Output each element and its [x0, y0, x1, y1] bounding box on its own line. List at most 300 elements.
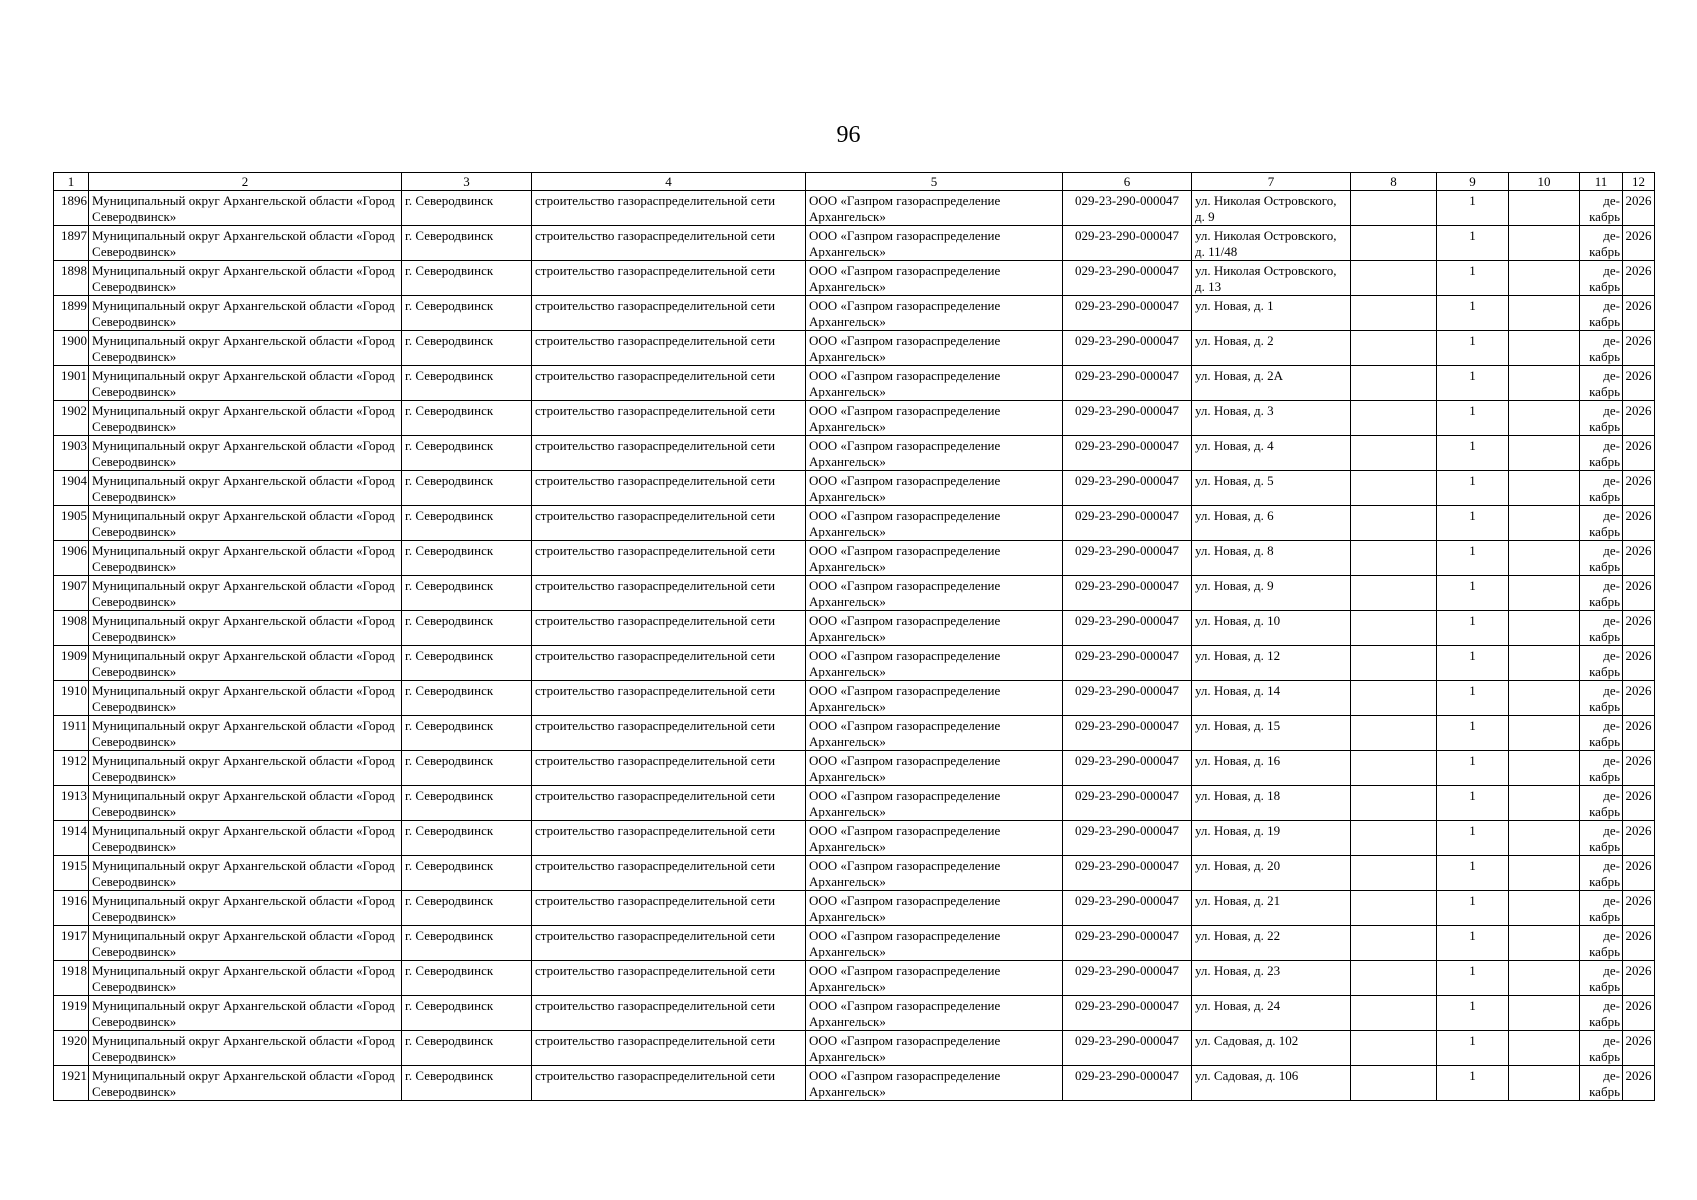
- work-type-cell: строительство газораспределительной сети: [532, 926, 806, 961]
- organization-cell: ООО «Газпром газораспределение Архангельск»: [806, 996, 1063, 1031]
- month-cell: де- кабрь: [1580, 821, 1623, 856]
- owner-cell: Муниципальный округ Архангельской области «Город Северодвинск»: [89, 366, 402, 401]
- city-cell: г. Северодвинск: [402, 506, 532, 541]
- city-cell: г. Северодвинск: [402, 646, 532, 681]
- owner-cell: Муниципальный округ Архангельской области «Город Северодвинск»: [89, 541, 402, 576]
- column-10-cell: [1509, 716, 1580, 751]
- month-cell: де- кабрь: [1580, 191, 1623, 226]
- row-number: 1914: [54, 821, 89, 856]
- organization-cell: ООО «Газпром газораспределение Архангельск»: [806, 891, 1063, 926]
- program-code-cell: 029-23-290-000047: [1063, 751, 1192, 786]
- column-8-cell: [1351, 576, 1437, 611]
- year-cell: 2026: [1623, 191, 1655, 226]
- city-cell: г. Северодвинск: [402, 576, 532, 611]
- row-number: 1899: [54, 296, 89, 331]
- table-row: [54, 366, 1655, 401]
- program-code-cell: 029-23-290-000047: [1063, 996, 1192, 1031]
- column-8-cell: [1351, 1031, 1437, 1066]
- city-cell: г. Северодвинск: [402, 296, 532, 331]
- organization-cell: ООО «Газпром газораспределение Архангельск»: [806, 506, 1063, 541]
- header-cell-8: 8: [1351, 173, 1437, 191]
- work-type-cell: строительство газораспределительной сети: [532, 751, 806, 786]
- city-cell: г. Северодвинск: [402, 331, 532, 366]
- row-number: 1919: [54, 996, 89, 1031]
- organization-cell: ООО «Газпром газораспределение Архангельск»: [806, 576, 1063, 611]
- organization-cell: ООО «Газпром газораспределение Архангельск»: [806, 646, 1063, 681]
- column-8-cell: [1351, 436, 1437, 471]
- column-10-cell: [1509, 261, 1580, 296]
- column-8-cell: [1351, 226, 1437, 261]
- address-cell: ул. Новая, д. 21: [1192, 891, 1351, 926]
- row-number: 1908: [54, 611, 89, 646]
- owner-cell: Муниципальный округ Архангельской области «Город Северодвинск»: [89, 226, 402, 261]
- column-10-cell: [1509, 366, 1580, 401]
- city-cell: г. Северодвинск: [402, 1031, 532, 1066]
- row-number: 1918: [54, 961, 89, 996]
- program-code-cell: 029-23-290-000047: [1063, 261, 1192, 296]
- city-cell: г. Северодвинск: [402, 366, 532, 401]
- organization-cell: ООО «Газпром газораспределение Архангельск»: [806, 471, 1063, 506]
- address-cell: ул. Садовая, д. 102: [1192, 1031, 1351, 1066]
- year-cell: 2026: [1623, 646, 1655, 681]
- year-cell: 2026: [1623, 926, 1655, 961]
- quantity-cell: 1: [1437, 436, 1509, 471]
- table-row: [54, 891, 1655, 926]
- month-cell: де- кабрь: [1580, 611, 1623, 646]
- month-cell: де- кабрь: [1580, 926, 1623, 961]
- header-cell-7: 7: [1192, 173, 1351, 191]
- column-10-cell: [1509, 471, 1580, 506]
- address-cell: ул. Садовая, д. 106: [1192, 1066, 1351, 1101]
- quantity-cell: 1: [1437, 401, 1509, 436]
- city-cell: г. Северодвинск: [402, 681, 532, 716]
- address-cell: ул. Новая, д. 2А: [1192, 366, 1351, 401]
- header-row: [54, 173, 1655, 191]
- program-code-cell: 029-23-290-000047: [1063, 471, 1192, 506]
- city-cell: г. Северодвинск: [402, 191, 532, 226]
- year-cell: 2026: [1623, 996, 1655, 1031]
- table-row: [54, 996, 1655, 1031]
- row-number: 1903: [54, 436, 89, 471]
- column-8-cell: [1351, 296, 1437, 331]
- address-cell: ул. Новая, д. 24: [1192, 996, 1351, 1031]
- city-cell: г. Северодвинск: [402, 261, 532, 296]
- table-row: [54, 576, 1655, 611]
- program-code-cell: 029-23-290-000047: [1063, 436, 1192, 471]
- month-cell: де- кабрь: [1580, 576, 1623, 611]
- work-type-cell: строительство газораспределительной сети: [532, 1031, 806, 1066]
- month-cell: де- кабрь: [1580, 996, 1623, 1031]
- row-number: 1904: [54, 471, 89, 506]
- header-cell-2: 2: [89, 173, 402, 191]
- program-code-cell: 029-23-290-000047: [1063, 856, 1192, 891]
- work-type-cell: строительство газораспределительной сети: [532, 716, 806, 751]
- address-cell: ул. Новая, д. 14: [1192, 681, 1351, 716]
- program-code-cell: 029-23-290-000047: [1063, 961, 1192, 996]
- table-row: [54, 226, 1655, 261]
- column-10-cell: [1509, 856, 1580, 891]
- city-cell: г. Северодвинск: [402, 821, 532, 856]
- city-cell: г. Северодвинск: [402, 541, 532, 576]
- program-code-cell: 029-23-290-000047: [1063, 331, 1192, 366]
- address-cell: ул. Новая, д. 4: [1192, 436, 1351, 471]
- column-8-cell: [1351, 751, 1437, 786]
- year-cell: 2026: [1623, 436, 1655, 471]
- row-number: 1913: [54, 786, 89, 821]
- year-cell: 2026: [1623, 611, 1655, 646]
- work-type-cell: строительство газораспределительной сети: [532, 1066, 806, 1101]
- quantity-cell: 1: [1437, 961, 1509, 996]
- address-cell: ул. Новая, д. 2: [1192, 331, 1351, 366]
- table-row: [54, 436, 1655, 471]
- address-cell: ул. Новая, д. 23: [1192, 961, 1351, 996]
- owner-cell: Муниципальный округ Архангельской области «Город Северодвинск»: [89, 856, 402, 891]
- address-cell: ул. Новая, д. 3: [1192, 401, 1351, 436]
- column-10-cell: [1509, 436, 1580, 471]
- column-10-cell: [1509, 1066, 1580, 1101]
- work-type-cell: строительство газораспределительной сети: [532, 611, 806, 646]
- organization-cell: ООО «Газпром газораспределение Архангельск»: [806, 1031, 1063, 1066]
- table-body: [54, 191, 1655, 1101]
- quantity-cell: 1: [1437, 1066, 1509, 1101]
- month-cell: де- кабрь: [1580, 646, 1623, 681]
- column-8-cell: [1351, 1066, 1437, 1101]
- city-cell: г. Северодвинск: [402, 996, 532, 1031]
- program-code-cell: 029-23-290-000047: [1063, 821, 1192, 856]
- address-cell: ул. Николая Островского, д. 9: [1192, 191, 1351, 226]
- organization-cell: ООО «Газпром газораспределение Архангельск»: [806, 1066, 1063, 1101]
- page-number: 96: [836, 122, 861, 148]
- work-type-cell: строительство газораспределительной сети: [532, 436, 806, 471]
- owner-cell: Муниципальный округ Архангельской области «Город Северодвинск»: [89, 471, 402, 506]
- city-cell: г. Северодвинск: [402, 751, 532, 786]
- row-number: 1900: [54, 331, 89, 366]
- year-cell: 2026: [1623, 366, 1655, 401]
- work-type-cell: строительство газораспределительной сети: [532, 821, 806, 856]
- year-cell: 2026: [1623, 331, 1655, 366]
- quantity-cell: 1: [1437, 191, 1509, 226]
- quantity-cell: 1: [1437, 856, 1509, 891]
- quantity-cell: 1: [1437, 226, 1509, 261]
- city-cell: г. Северодвинск: [402, 961, 532, 996]
- table-row: [54, 786, 1655, 821]
- year-cell: 2026: [1623, 856, 1655, 891]
- row-number: 1906: [54, 541, 89, 576]
- organization-cell: ООО «Газпром газораспределение Архангельск»: [806, 296, 1063, 331]
- year-cell: 2026: [1623, 681, 1655, 716]
- column-8-cell: [1351, 401, 1437, 436]
- column-10-cell: [1509, 226, 1580, 261]
- address-cell: ул. Новая, д. 18: [1192, 786, 1351, 821]
- row-number: 1911: [54, 716, 89, 751]
- quantity-cell: 1: [1437, 996, 1509, 1031]
- owner-cell: Муниципальный округ Архангельской области «Город Северодвинск»: [89, 821, 402, 856]
- month-cell: де- кабрь: [1580, 786, 1623, 821]
- row-number: 1907: [54, 576, 89, 611]
- program-code-cell: 029-23-290-000047: [1063, 401, 1192, 436]
- column-10-cell: [1509, 996, 1580, 1031]
- row-number: 1912: [54, 751, 89, 786]
- owner-cell: Муниципальный округ Архангельской области «Город Северодвинск»: [89, 646, 402, 681]
- row-number: 1898: [54, 261, 89, 296]
- program-code-cell: 029-23-290-000047: [1063, 576, 1192, 611]
- column-10-cell: [1509, 401, 1580, 436]
- owner-cell: Муниципальный округ Архангельской области «Город Северодвинск»: [89, 751, 402, 786]
- quantity-cell: 1: [1437, 366, 1509, 401]
- work-type-cell: строительство газораспределительной сети: [532, 366, 806, 401]
- table-row: [54, 611, 1655, 646]
- program-code-cell: 029-23-290-000047: [1063, 786, 1192, 821]
- program-code-cell: 029-23-290-000047: [1063, 891, 1192, 926]
- organization-cell: ООО «Газпром газораспределение Архангельск»: [806, 926, 1063, 961]
- program-code-cell: 029-23-290-000047: [1063, 226, 1192, 261]
- header-cell-12: 12: [1623, 173, 1655, 191]
- month-cell: де- кабрь: [1580, 751, 1623, 786]
- row-number: 1910: [54, 681, 89, 716]
- work-type-cell: строительство газораспределительной сети: [532, 961, 806, 996]
- address-cell: ул. Николая Островского, д. 13: [1192, 261, 1351, 296]
- register-table: [53, 172, 1655, 1101]
- organization-cell: ООО «Газпром газораспределение Архангельск»: [806, 856, 1063, 891]
- owner-cell: Муниципальный округ Архангельской области «Город Северодвинск»: [89, 1031, 402, 1066]
- address-cell: ул. Новая, д. 16: [1192, 751, 1351, 786]
- owner-cell: Муниципальный округ Архангельской области «Город Северодвинск»: [89, 506, 402, 541]
- organization-cell: ООО «Газпром газораспределение Архангельск»: [806, 401, 1063, 436]
- month-cell: де- кабрь: [1580, 891, 1623, 926]
- organization-cell: ООО «Газпром газораспределение Архангельск»: [806, 786, 1063, 821]
- column-10-cell: [1509, 296, 1580, 331]
- owner-cell: Муниципальный округ Архангельской области «Город Северодвинск»: [89, 576, 402, 611]
- program-code-cell: 029-23-290-000047: [1063, 296, 1192, 331]
- owner-cell: Муниципальный округ Архангельской области «Город Северодвинск»: [89, 261, 402, 296]
- organization-cell: ООО «Газпром газораспределение Архангельск»: [806, 436, 1063, 471]
- owner-cell: Муниципальный округ Архангельской области «Город Северодвинск»: [89, 611, 402, 646]
- row-number: 1915: [54, 856, 89, 891]
- address-cell: ул. Новая, д. 10: [1192, 611, 1351, 646]
- year-cell: 2026: [1623, 1066, 1655, 1101]
- month-cell: де- кабрь: [1580, 856, 1623, 891]
- header-cell-6: 6: [1063, 173, 1192, 191]
- year-cell: 2026: [1623, 506, 1655, 541]
- program-code-cell: 029-23-290-000047: [1063, 1066, 1192, 1101]
- address-cell: ул. Новая, д. 12: [1192, 646, 1351, 681]
- work-type-cell: строительство газораспределительной сети: [532, 996, 806, 1031]
- owner-cell: Муниципальный округ Архангельской области «Город Северодвинск»: [89, 191, 402, 226]
- column-10-cell: [1509, 191, 1580, 226]
- owner-cell: Муниципальный округ Архангельской области «Город Северодвинск»: [89, 436, 402, 471]
- quantity-cell: 1: [1437, 261, 1509, 296]
- month-cell: де- кабрь: [1580, 471, 1623, 506]
- header-cell-4: 4: [532, 173, 806, 191]
- year-cell: 2026: [1623, 541, 1655, 576]
- quantity-cell: 1: [1437, 751, 1509, 786]
- year-cell: 2026: [1623, 891, 1655, 926]
- table-row: [54, 681, 1655, 716]
- city-cell: г. Северодвинск: [402, 401, 532, 436]
- work-type-cell: строительство газораспределительной сети: [532, 226, 806, 261]
- address-cell: ул. Новая, д. 8: [1192, 541, 1351, 576]
- month-cell: де- кабрь: [1580, 506, 1623, 541]
- city-cell: г. Северодвинск: [402, 436, 532, 471]
- program-code-cell: 029-23-290-000047: [1063, 611, 1192, 646]
- column-10-cell: [1509, 506, 1580, 541]
- table-row: [54, 191, 1655, 226]
- column-10-cell: [1509, 611, 1580, 646]
- column-8-cell: [1351, 611, 1437, 646]
- year-cell: 2026: [1623, 716, 1655, 751]
- owner-cell: Муниципальный округ Архангельской области «Город Северодвинск»: [89, 716, 402, 751]
- organization-cell: ООО «Газпром газораспределение Архангельск»: [806, 366, 1063, 401]
- quantity-cell: 1: [1437, 891, 1509, 926]
- month-cell: де- кабрь: [1580, 1031, 1623, 1066]
- city-cell: г. Северодвинск: [402, 786, 532, 821]
- quantity-cell: 1: [1437, 786, 1509, 821]
- row-number: 1902: [54, 401, 89, 436]
- work-type-cell: строительство газораспределительной сети: [532, 471, 806, 506]
- column-10-cell: [1509, 891, 1580, 926]
- owner-cell: Муниципальный округ Архангельской области «Город Северодвинск»: [89, 891, 402, 926]
- column-8-cell: [1351, 366, 1437, 401]
- work-type-cell: строительство газораспределительной сети: [532, 261, 806, 296]
- quantity-cell: 1: [1437, 576, 1509, 611]
- quantity-cell: 1: [1437, 681, 1509, 716]
- row-number: 1917: [54, 926, 89, 961]
- table-row: [54, 926, 1655, 961]
- table-row: [54, 471, 1655, 506]
- column-10-cell: [1509, 576, 1580, 611]
- row-number: 1916: [54, 891, 89, 926]
- row-number: 1909: [54, 646, 89, 681]
- program-code-cell: 029-23-290-000047: [1063, 366, 1192, 401]
- year-cell: 2026: [1623, 751, 1655, 786]
- owner-cell: Муниципальный округ Архангельской области «Город Северодвинск»: [89, 961, 402, 996]
- work-type-cell: строительство газораспределительной сети: [532, 331, 806, 366]
- year-cell: 2026: [1623, 821, 1655, 856]
- quantity-cell: 1: [1437, 471, 1509, 506]
- column-8-cell: [1351, 261, 1437, 296]
- row-number: 1901: [54, 366, 89, 401]
- table-row: [54, 1066, 1655, 1101]
- month-cell: де- кабрь: [1580, 681, 1623, 716]
- column-8-cell: [1351, 891, 1437, 926]
- work-type-cell: строительство газораспределительной сети: [532, 506, 806, 541]
- program-code-cell: 029-23-290-000047: [1063, 191, 1192, 226]
- header-cell-10: 10: [1509, 173, 1580, 191]
- organization-cell: ООО «Газпром газораспределение Архангельск»: [806, 681, 1063, 716]
- work-type-cell: строительство газораспределительной сети: [532, 296, 806, 331]
- month-cell: де- кабрь: [1580, 366, 1623, 401]
- address-cell: ул. Новая, д. 19: [1192, 821, 1351, 856]
- column-8-cell: [1351, 716, 1437, 751]
- table-row: [54, 331, 1655, 366]
- quantity-cell: 1: [1437, 296, 1509, 331]
- quantity-cell: 1: [1437, 821, 1509, 856]
- quantity-cell: 1: [1437, 926, 1509, 961]
- table-row: [54, 646, 1655, 681]
- work-type-cell: строительство газораспределительной сети: [532, 856, 806, 891]
- month-cell: де- кабрь: [1580, 401, 1623, 436]
- program-code-cell: 029-23-290-000047: [1063, 1031, 1192, 1066]
- owner-cell: Муниципальный округ Архангельской области «Город Северодвинск»: [89, 681, 402, 716]
- quantity-cell: 1: [1437, 1031, 1509, 1066]
- month-cell: де- кабрь: [1580, 331, 1623, 366]
- table-row: [54, 401, 1655, 436]
- year-cell: 2026: [1623, 961, 1655, 996]
- program-code-cell: 029-23-290-000047: [1063, 681, 1192, 716]
- month-cell: де- кабрь: [1580, 296, 1623, 331]
- city-cell: г. Северодвинск: [402, 226, 532, 261]
- row-number: 1905: [54, 506, 89, 541]
- owner-cell: Муниципальный округ Архангельской области «Город Северодвинск»: [89, 926, 402, 961]
- city-cell: г. Северодвинск: [402, 471, 532, 506]
- column-number-header: [54, 173, 1655, 191]
- table-row: [54, 821, 1655, 856]
- city-cell: г. Северодвинск: [402, 611, 532, 646]
- month-cell: де- кабрь: [1580, 261, 1623, 296]
- header-cell-3: 3: [402, 173, 532, 191]
- address-cell: ул. Николая Островского, д. 11/48: [1192, 226, 1351, 261]
- program-code-cell: 029-23-290-000047: [1063, 506, 1192, 541]
- quantity-cell: 1: [1437, 646, 1509, 681]
- address-cell: ул. Новая, д. 5: [1192, 471, 1351, 506]
- work-type-cell: строительство газораспределительной сети: [532, 646, 806, 681]
- organization-cell: ООО «Газпром газораспределение Архангельск»: [806, 821, 1063, 856]
- year-cell: 2026: [1623, 401, 1655, 436]
- address-cell: ул. Новая, д. 20: [1192, 856, 1351, 891]
- column-10-cell: [1509, 751, 1580, 786]
- month-cell: де- кабрь: [1580, 961, 1623, 996]
- address-cell: ул. Новая, д. 15: [1192, 716, 1351, 751]
- organization-cell: ООО «Газпром газораспределение Архангельск»: [806, 331, 1063, 366]
- work-type-cell: строительство газораспределительной сети: [532, 191, 806, 226]
- column-10-cell: [1509, 961, 1580, 996]
- city-cell: г. Северодвинск: [402, 716, 532, 751]
- header-cell-9: 9: [1437, 173, 1509, 191]
- column-10-cell: [1509, 926, 1580, 961]
- year-cell: 2026: [1623, 1031, 1655, 1066]
- table-row: [54, 751, 1655, 786]
- owner-cell: Муниципальный округ Архангельской области «Город Северодвинск»: [89, 401, 402, 436]
- table-row: [54, 296, 1655, 331]
- city-cell: г. Северодвинск: [402, 891, 532, 926]
- organization-cell: ООО «Газпром газораспределение Архангельск»: [806, 541, 1063, 576]
- owner-cell: Муниципальный округ Архангельской области «Город Северодвинск»: [89, 296, 402, 331]
- month-cell: де- кабрь: [1580, 716, 1623, 751]
- year-cell: 2026: [1623, 261, 1655, 296]
- organization-cell: ООО «Газпром газораспределение Архангельск»: [806, 191, 1063, 226]
- column-8-cell: [1351, 541, 1437, 576]
- row-number: 1897: [54, 226, 89, 261]
- owner-cell: Муниципальный округ Архангельской области «Город Северодвинск»: [89, 786, 402, 821]
- work-type-cell: строительство газораспределительной сети: [532, 891, 806, 926]
- address-cell: ул. Новая, д. 22: [1192, 926, 1351, 961]
- quantity-cell: 1: [1437, 611, 1509, 646]
- column-8-cell: [1351, 506, 1437, 541]
- column-8-cell: [1351, 856, 1437, 891]
- column-8-cell: [1351, 926, 1437, 961]
- column-8-cell: [1351, 331, 1437, 366]
- year-cell: 2026: [1623, 471, 1655, 506]
- table-row: [54, 1031, 1655, 1066]
- table-row: [54, 261, 1655, 296]
- year-cell: 2026: [1623, 576, 1655, 611]
- row-number: 1896: [54, 191, 89, 226]
- organization-cell: ООО «Газпром газораспределение Архангельск»: [806, 261, 1063, 296]
- column-10-cell: [1509, 681, 1580, 716]
- table-row: [54, 961, 1655, 996]
- quantity-cell: 1: [1437, 331, 1509, 366]
- year-cell: 2026: [1623, 226, 1655, 261]
